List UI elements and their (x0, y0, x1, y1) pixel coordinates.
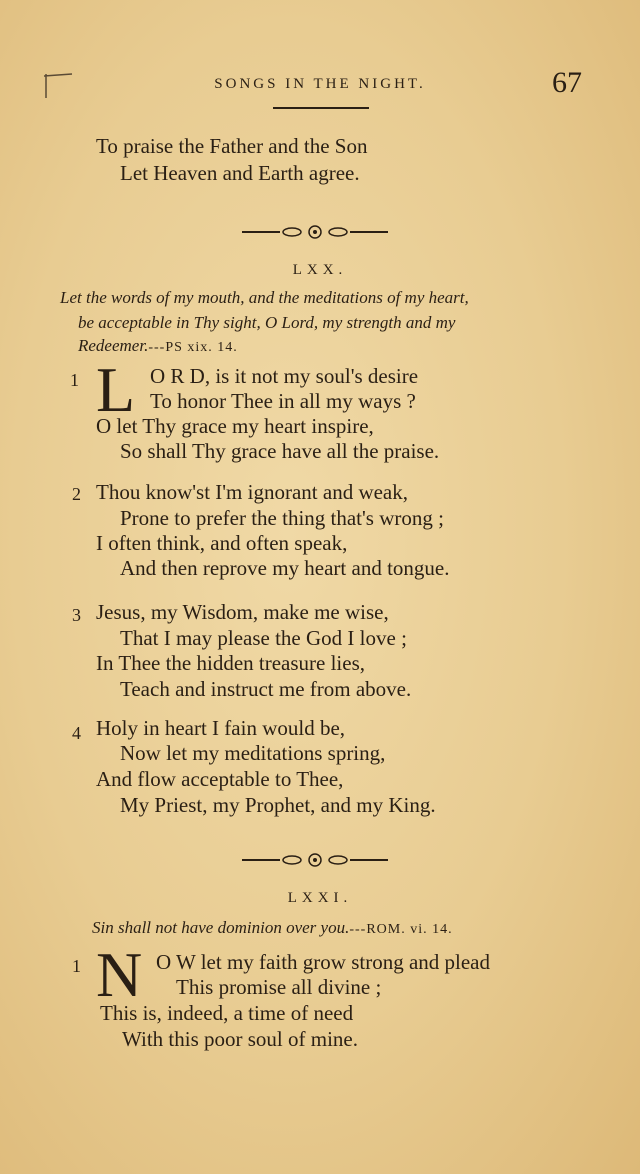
verse-line: Now let my meditations spring, (120, 741, 386, 765)
scripture-reference: ---PS xix. 14. (148, 340, 238, 355)
verse-line: And flow acceptable to Thee, (96, 767, 344, 791)
verse-line: With this poor soul of mine. (122, 1027, 358, 1051)
stanza-number: 4 (72, 723, 81, 743)
ornament-divider-icon (240, 222, 390, 242)
verse-line: Let Heaven and Earth agree. (120, 161, 360, 185)
epigraph-line: be acceptable in Thy sight, O Lord, my strength and my (78, 313, 456, 332)
verse-line: Jesus, my Wisdom, make me wise, (96, 600, 389, 624)
verse-line: O R D, is it not my soul's desire (150, 364, 419, 388)
stanza-number: 1 (70, 370, 79, 390)
hymn-number: LXXI. (287, 890, 353, 906)
verse-line: This is, indeed, a time of need (100, 1001, 354, 1025)
stanza-number: 2 (72, 484, 81, 504)
drop-cap: N (96, 939, 143, 1010)
epigraph-line (92, 918, 453, 938)
verse-line: O let Thy grace my heart inspire, (96, 414, 374, 438)
verse-line: My Priest, my Prophet, and my King. (120, 793, 436, 817)
running-header: SONGS IN THE NIGHT. (214, 76, 426, 92)
hymn-number: LXX. (292, 262, 348, 278)
epigraph-line (78, 336, 238, 356)
epigraph-text: Sin shall not have dominion over you. (92, 918, 350, 937)
epigraph-last: Redeemer. (78, 336, 149, 355)
verse-line: Teach and instruct me from above. (120, 677, 412, 701)
verse-line: This promise all divine ; (176, 975, 382, 999)
scripture-reference: ---ROM. vi. 14. (349, 922, 453, 937)
verse-line: O W let my faith grow strong and plead (156, 950, 490, 974)
epigraph-line: Let the words of my mouth, and the meditations of my heart, (60, 288, 469, 307)
stanza-number: 3 (72, 605, 81, 625)
verse-line: That I may please the God I love ; (120, 626, 407, 650)
page-number: 67 (552, 66, 582, 99)
verse-line: So shall Thy grace have all the praise. (120, 439, 440, 463)
verse-line: To praise the Father and the Son (96, 134, 368, 158)
verse-line: In Thee the hidden treasure lies, (96, 651, 366, 675)
stanza-number: 1 (72, 956, 81, 976)
drop-cap: L (96, 354, 136, 425)
header-rule (273, 107, 369, 109)
verse-line: I often think, and often speak, (96, 531, 348, 555)
verse-line: Prone to prefer the thing that's wrong ; (120, 506, 444, 530)
verse-line: Holy in heart I fain would be, (96, 716, 346, 740)
ornament-divider-icon (240, 850, 390, 870)
verse-line: To honor Thee in all my ways ? (150, 389, 416, 413)
verse-line: Thou know'st I'm ignorant and weak, (96, 480, 409, 504)
verse-line: And then reprove my heart and tongue. (120, 556, 450, 580)
